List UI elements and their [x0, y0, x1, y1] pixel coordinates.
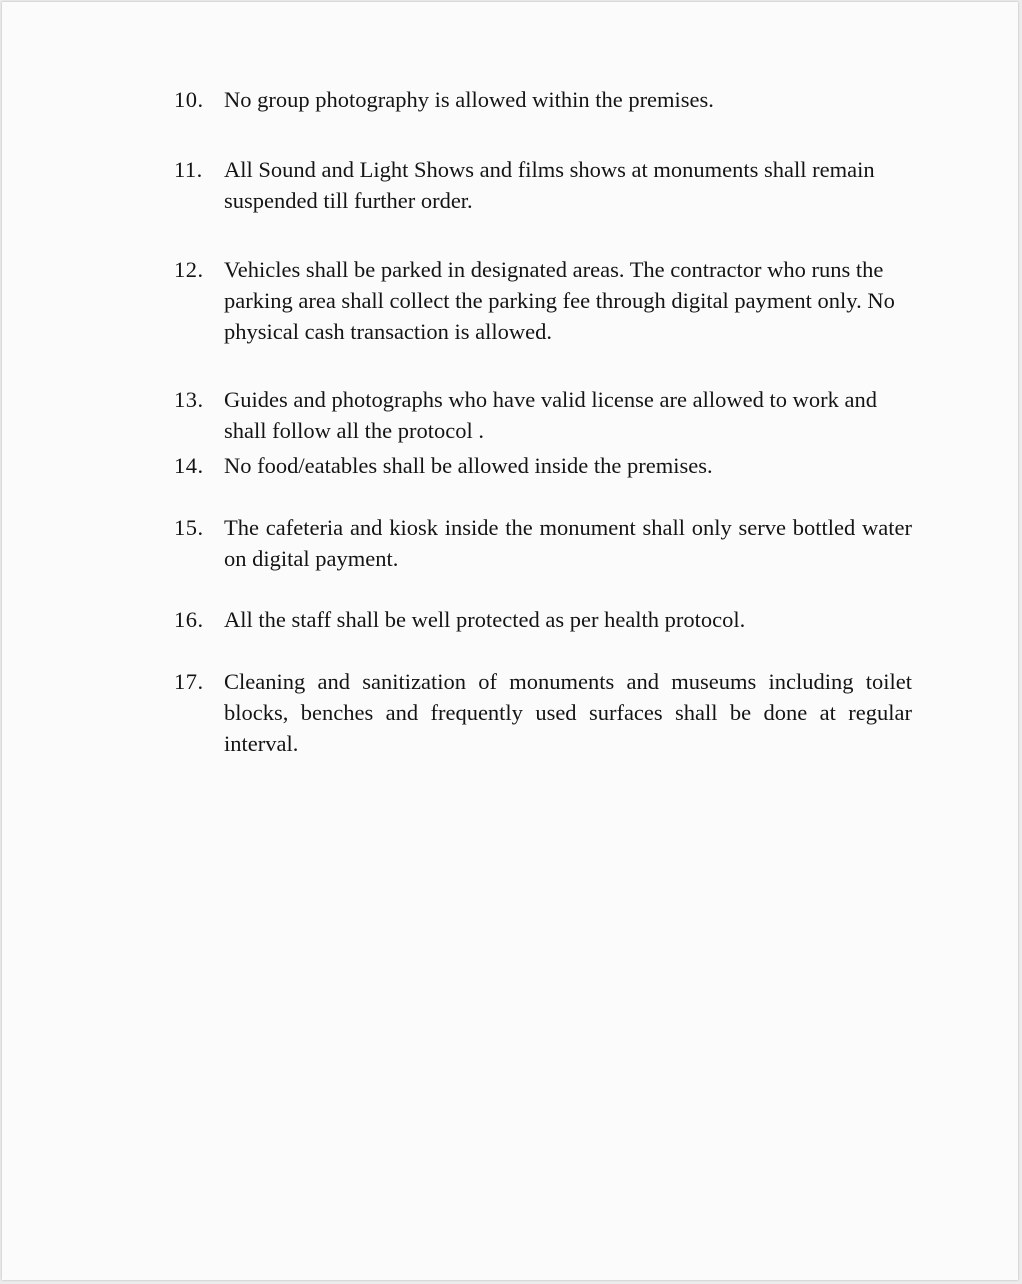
item-number: 14.	[174, 453, 204, 478]
item-number: 17.	[174, 669, 204, 694]
item-number: 16.	[174, 607, 204, 632]
list-item	[174, 450, 914, 481]
item-text: Guides and photographs who have valid license are allowed to work and shall follow all the protocol .	[224, 387, 877, 443]
item-number: 10.	[174, 87, 204, 112]
item-number: 12.	[174, 257, 204, 282]
list-item	[174, 604, 914, 635]
item-text: Cleaning and sanitization of monuments and museums including toilet blocks, benches and frequently used surfaces shall be done at regular interval.	[224, 669, 912, 756]
list-item	[174, 254, 914, 347]
item-text: Vehicles shall be parked in designated areas. The contractor who runs the parking area shall collect the parking fee through digital payment only. No physical cash transaction is allowed.	[224, 257, 895, 344]
list-item	[174, 384, 914, 446]
item-number: 13.	[174, 387, 204, 412]
item-text: All the staff shall be well protected as per health protocol.	[224, 607, 746, 632]
item-text: No group photography is allowed within the premises.	[224, 87, 714, 112]
list-item	[174, 512, 914, 574]
item-number: 11.	[174, 157, 203, 182]
document-page	[2, 2, 1018, 1280]
item-number: 15.	[174, 515, 204, 540]
item-text: The cafeteria and kiosk inside the monument shall only serve bottled water on digital payment.	[224, 515, 912, 571]
list-item	[174, 84, 914, 115]
list-item	[174, 154, 914, 216]
list-item	[174, 666, 914, 759]
item-text: All Sound and Light Shows and films shows at monuments shall remain suspended till further order.	[224, 157, 875, 213]
item-text: No food/eatables shall be allowed inside the premises.	[224, 453, 713, 478]
